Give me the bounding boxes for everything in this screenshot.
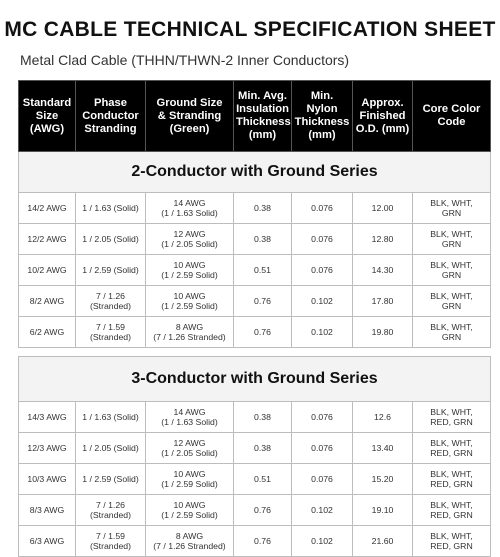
cell-line: (Stranded) (89, 510, 132, 520)
cell-ground (146, 317, 234, 348)
cell-line: (1 / 2.05 Solid) (161, 239, 218, 249)
series-gap (19, 348, 491, 357)
cell-size: 6/2 AWG (19, 317, 76, 348)
cell-line: 1 / 1.63 (Solid) (82, 412, 139, 422)
cell-line: Insulation (236, 103, 289, 115)
cell-ground (146, 433, 234, 464)
cell-phase (76, 255, 146, 286)
cell-size: 14/2 AWG (19, 193, 76, 224)
series-heading: 3-Conductor with Ground Series (19, 357, 491, 402)
cell-insulation: 0.38 (234, 193, 292, 224)
cell-ground (146, 193, 234, 224)
cell-phase (76, 526, 146, 557)
cell-line: BLK, WHT, (430, 500, 473, 510)
cell-insulation: 0.38 (234, 433, 292, 464)
cell-od: 17.80 (353, 286, 413, 317)
cell-size: 14/3 AWG (19, 402, 76, 433)
cell-size: 8/3 AWG (19, 495, 76, 526)
cell-line: (1 / 2.59 Solid) (161, 270, 218, 280)
cell-nylon: 0.076 (292, 224, 353, 255)
cell-line: (1 / 1.63 Solid) (161, 417, 218, 427)
table-row (19, 317, 491, 348)
gap-cell (19, 348, 491, 357)
table-row (19, 193, 491, 224)
cell-insulation: 0.76 (234, 317, 292, 348)
cell-nylon: 0.102 (292, 286, 353, 317)
cell-line: RED, GRN (430, 479, 473, 489)
cell-phase (76, 286, 146, 317)
cell-nylon: 0.102 (292, 495, 353, 526)
cell-nylon: 0.102 (292, 526, 353, 557)
cell-od: 21.60 (353, 526, 413, 557)
table-body (19, 152, 491, 557)
cell-line: Conductor (82, 109, 139, 122)
cell-phase (76, 433, 146, 464)
table-row (19, 286, 491, 317)
cell-line: BLK, WHT, (430, 291, 473, 301)
cell-insulation: 0.51 (234, 464, 292, 495)
cell-line: BLK, WHT, (430, 407, 473, 417)
cell-line: Approx. (361, 96, 404, 109)
cell-phase (76, 224, 146, 255)
table-row (19, 402, 491, 433)
cell-line: RED, GRN (430, 541, 473, 551)
table-row (19, 464, 491, 495)
series-heading: 2-Conductor with Ground Series (19, 152, 491, 193)
series-heading-row (19, 152, 491, 193)
table-row (19, 526, 491, 557)
cell-line: GRN (441, 301, 462, 311)
cell-ground (146, 526, 234, 557)
cell-line: Size (35, 109, 59, 122)
cell-line: 8 AWG (175, 322, 204, 332)
cell-line: GRN (441, 332, 462, 342)
cell-line: 7 / 1.59 (96, 322, 125, 332)
cell-line: BLK, WHT, (430, 260, 473, 270)
cell-size: 12/2 AWG (19, 224, 76, 255)
cell-line: 7 / 1.26 (96, 291, 125, 301)
table-row (19, 495, 491, 526)
cell-line: & Stranding (157, 109, 222, 122)
cell-line: BLK, WHT, (430, 229, 473, 239)
cell-line: (Stranded) (89, 541, 132, 551)
cell-line: Min. Nylon (306, 90, 338, 115)
cell-line: Code (437, 116, 466, 128)
cell-line: 1 / 2.05 (Solid) (82, 234, 139, 244)
cell-line: 10 AWG (173, 500, 206, 510)
col-od-header (353, 81, 413, 152)
col-phase-header (76, 81, 146, 152)
cell-line: (AWG) (29, 122, 65, 135)
cell-line: (mm) (308, 129, 336, 141)
cell-line: BLK, WHT, (430, 531, 473, 541)
cell-line: 10 AWG (173, 469, 206, 479)
col-ground-header (146, 81, 234, 152)
cell-phase (76, 495, 146, 526)
cell-line: (1 / 2.59 Solid) (161, 301, 218, 311)
cell-colors (413, 526, 491, 557)
cell-size: 8/2 AWG (19, 286, 76, 317)
cell-colors (413, 286, 491, 317)
col-size-header (19, 81, 76, 152)
cell-colors (413, 433, 491, 464)
cell-line: (1 / 2.59 Solid) (161, 479, 218, 489)
cell-phase (76, 402, 146, 433)
cell-colors (413, 464, 491, 495)
cell-line: 8 AWG (175, 531, 204, 541)
cell-od: 12.6 (353, 402, 413, 433)
cell-line: 7 / 1.26 (96, 500, 125, 510)
page-title: MC CABLE TECHNICAL SPECIFICATION SHEET (4, 18, 496, 41)
cell-line: RED, GRN (430, 448, 473, 458)
header-row (19, 81, 491, 152)
cell-ground (146, 402, 234, 433)
cell-line: (Stranded) (89, 332, 132, 342)
cell-size: 12/3 AWG (19, 433, 76, 464)
cell-size: 6/3 AWG (19, 526, 76, 557)
cell-od: 14.30 (353, 255, 413, 286)
cell-nylon: 0.076 (292, 433, 353, 464)
cell-line: RED, GRN (430, 510, 473, 520)
cell-insulation: 0.76 (234, 495, 292, 526)
cell-line: 1 / 1.63 (Solid) (82, 203, 139, 213)
series-heading-row (19, 357, 491, 402)
cell-od: 19.10 (353, 495, 413, 526)
cell-line: 14 AWG (173, 407, 206, 417)
cell-line: BLK, WHT, (430, 469, 473, 479)
page-subtitle: Metal Clad Cable (THHN/THWN-2 Inner Conductors) (20, 52, 350, 68)
cell-od: 19.80 (353, 317, 413, 348)
cell-ground (146, 495, 234, 526)
cell-insulation: 0.38 (234, 402, 292, 433)
cell-line: RED, GRN (430, 417, 473, 427)
cell-line: 1 / 2.59 (Solid) (82, 265, 139, 275)
cell-line: BLK, WHT, (430, 198, 473, 208)
cell-line: 14 AWG (173, 198, 206, 208)
cell-line: Core Color (422, 103, 481, 115)
cell-line: (7 / 1.26 Stranded) (153, 541, 226, 551)
cell-insulation: 0.76 (234, 286, 292, 317)
cell-line: 12 AWG (173, 229, 206, 239)
col-nylon-header (292, 81, 353, 152)
cell-ground (146, 286, 234, 317)
cell-od: 15.20 (353, 464, 413, 495)
cell-line: (Green) (169, 122, 210, 135)
cell-od: 13.40 (353, 433, 413, 464)
cell-ground (146, 255, 234, 286)
cell-line: 7 / 1.59 (96, 531, 125, 541)
col-color-header (413, 81, 491, 152)
cell-insulation: 0.76 (234, 526, 292, 557)
cell-colors (413, 402, 491, 433)
cell-line: GRN (441, 208, 462, 218)
cell-od: 12.00 (353, 193, 413, 224)
cell-insulation: 0.51 (234, 255, 292, 286)
table-row (19, 224, 491, 255)
cell-colors (413, 193, 491, 224)
cell-line: 10 AWG (173, 260, 206, 270)
cell-ground (146, 464, 234, 495)
cell-line: (1 / 1.63 Solid) (161, 208, 218, 218)
cell-phase (76, 193, 146, 224)
cell-line: Ground Size (156, 96, 223, 109)
cell-od: 12.80 (353, 224, 413, 255)
cell-line: (Stranded) (89, 301, 132, 311)
cell-line: Min. Avg. (238, 90, 287, 102)
cell-phase (76, 464, 146, 495)
spec-table (18, 80, 491, 557)
cell-nylon: 0.076 (292, 193, 353, 224)
cell-nylon: 0.076 (292, 402, 353, 433)
cell-colors (413, 255, 491, 286)
cell-line: (1 / 2.59 Solid) (161, 510, 218, 520)
table-header (19, 81, 491, 152)
cell-line: Thickness (236, 116, 291, 128)
cell-nylon: 0.076 (292, 464, 353, 495)
cell-line: Stranding (84, 122, 137, 135)
cell-colors (413, 317, 491, 348)
cell-colors (413, 495, 491, 526)
cell-line: BLK, WHT, (430, 438, 473, 448)
cell-line: 1 / 2.05 (Solid) (82, 443, 139, 453)
cell-ground (146, 224, 234, 255)
cell-phase (76, 317, 146, 348)
cell-colors (413, 224, 491, 255)
cell-line: GRN (441, 239, 462, 249)
cell-line: BLK, WHT, (430, 322, 473, 332)
table-row (19, 433, 491, 464)
cell-insulation: 0.38 (234, 224, 292, 255)
cell-size: 10/3 AWG (19, 464, 76, 495)
cell-nylon: 0.076 (292, 255, 353, 286)
cell-line: 1 / 2.59 (Solid) (82, 474, 139, 484)
cell-line: (mm) (248, 129, 277, 141)
cell-line: Standard (22, 96, 72, 109)
cell-line: O.D. (mm) (355, 122, 410, 135)
col-insulation-header (234, 81, 292, 152)
cell-size: 10/2 AWG (19, 255, 76, 286)
table-row (19, 255, 491, 286)
cell-line: (7 / 1.26 Stranded) (153, 332, 226, 342)
cell-line: GRN (441, 270, 462, 280)
cell-line: (1 / 2.05 Solid) (161, 448, 218, 458)
cell-line: 10 AWG (173, 291, 206, 301)
cell-line: Finished (359, 109, 406, 122)
cell-line: Thickness (294, 116, 350, 128)
cell-nylon: 0.102 (292, 317, 353, 348)
cell-line: Phase (94, 96, 127, 109)
cell-line: 12 AWG (173, 438, 206, 448)
